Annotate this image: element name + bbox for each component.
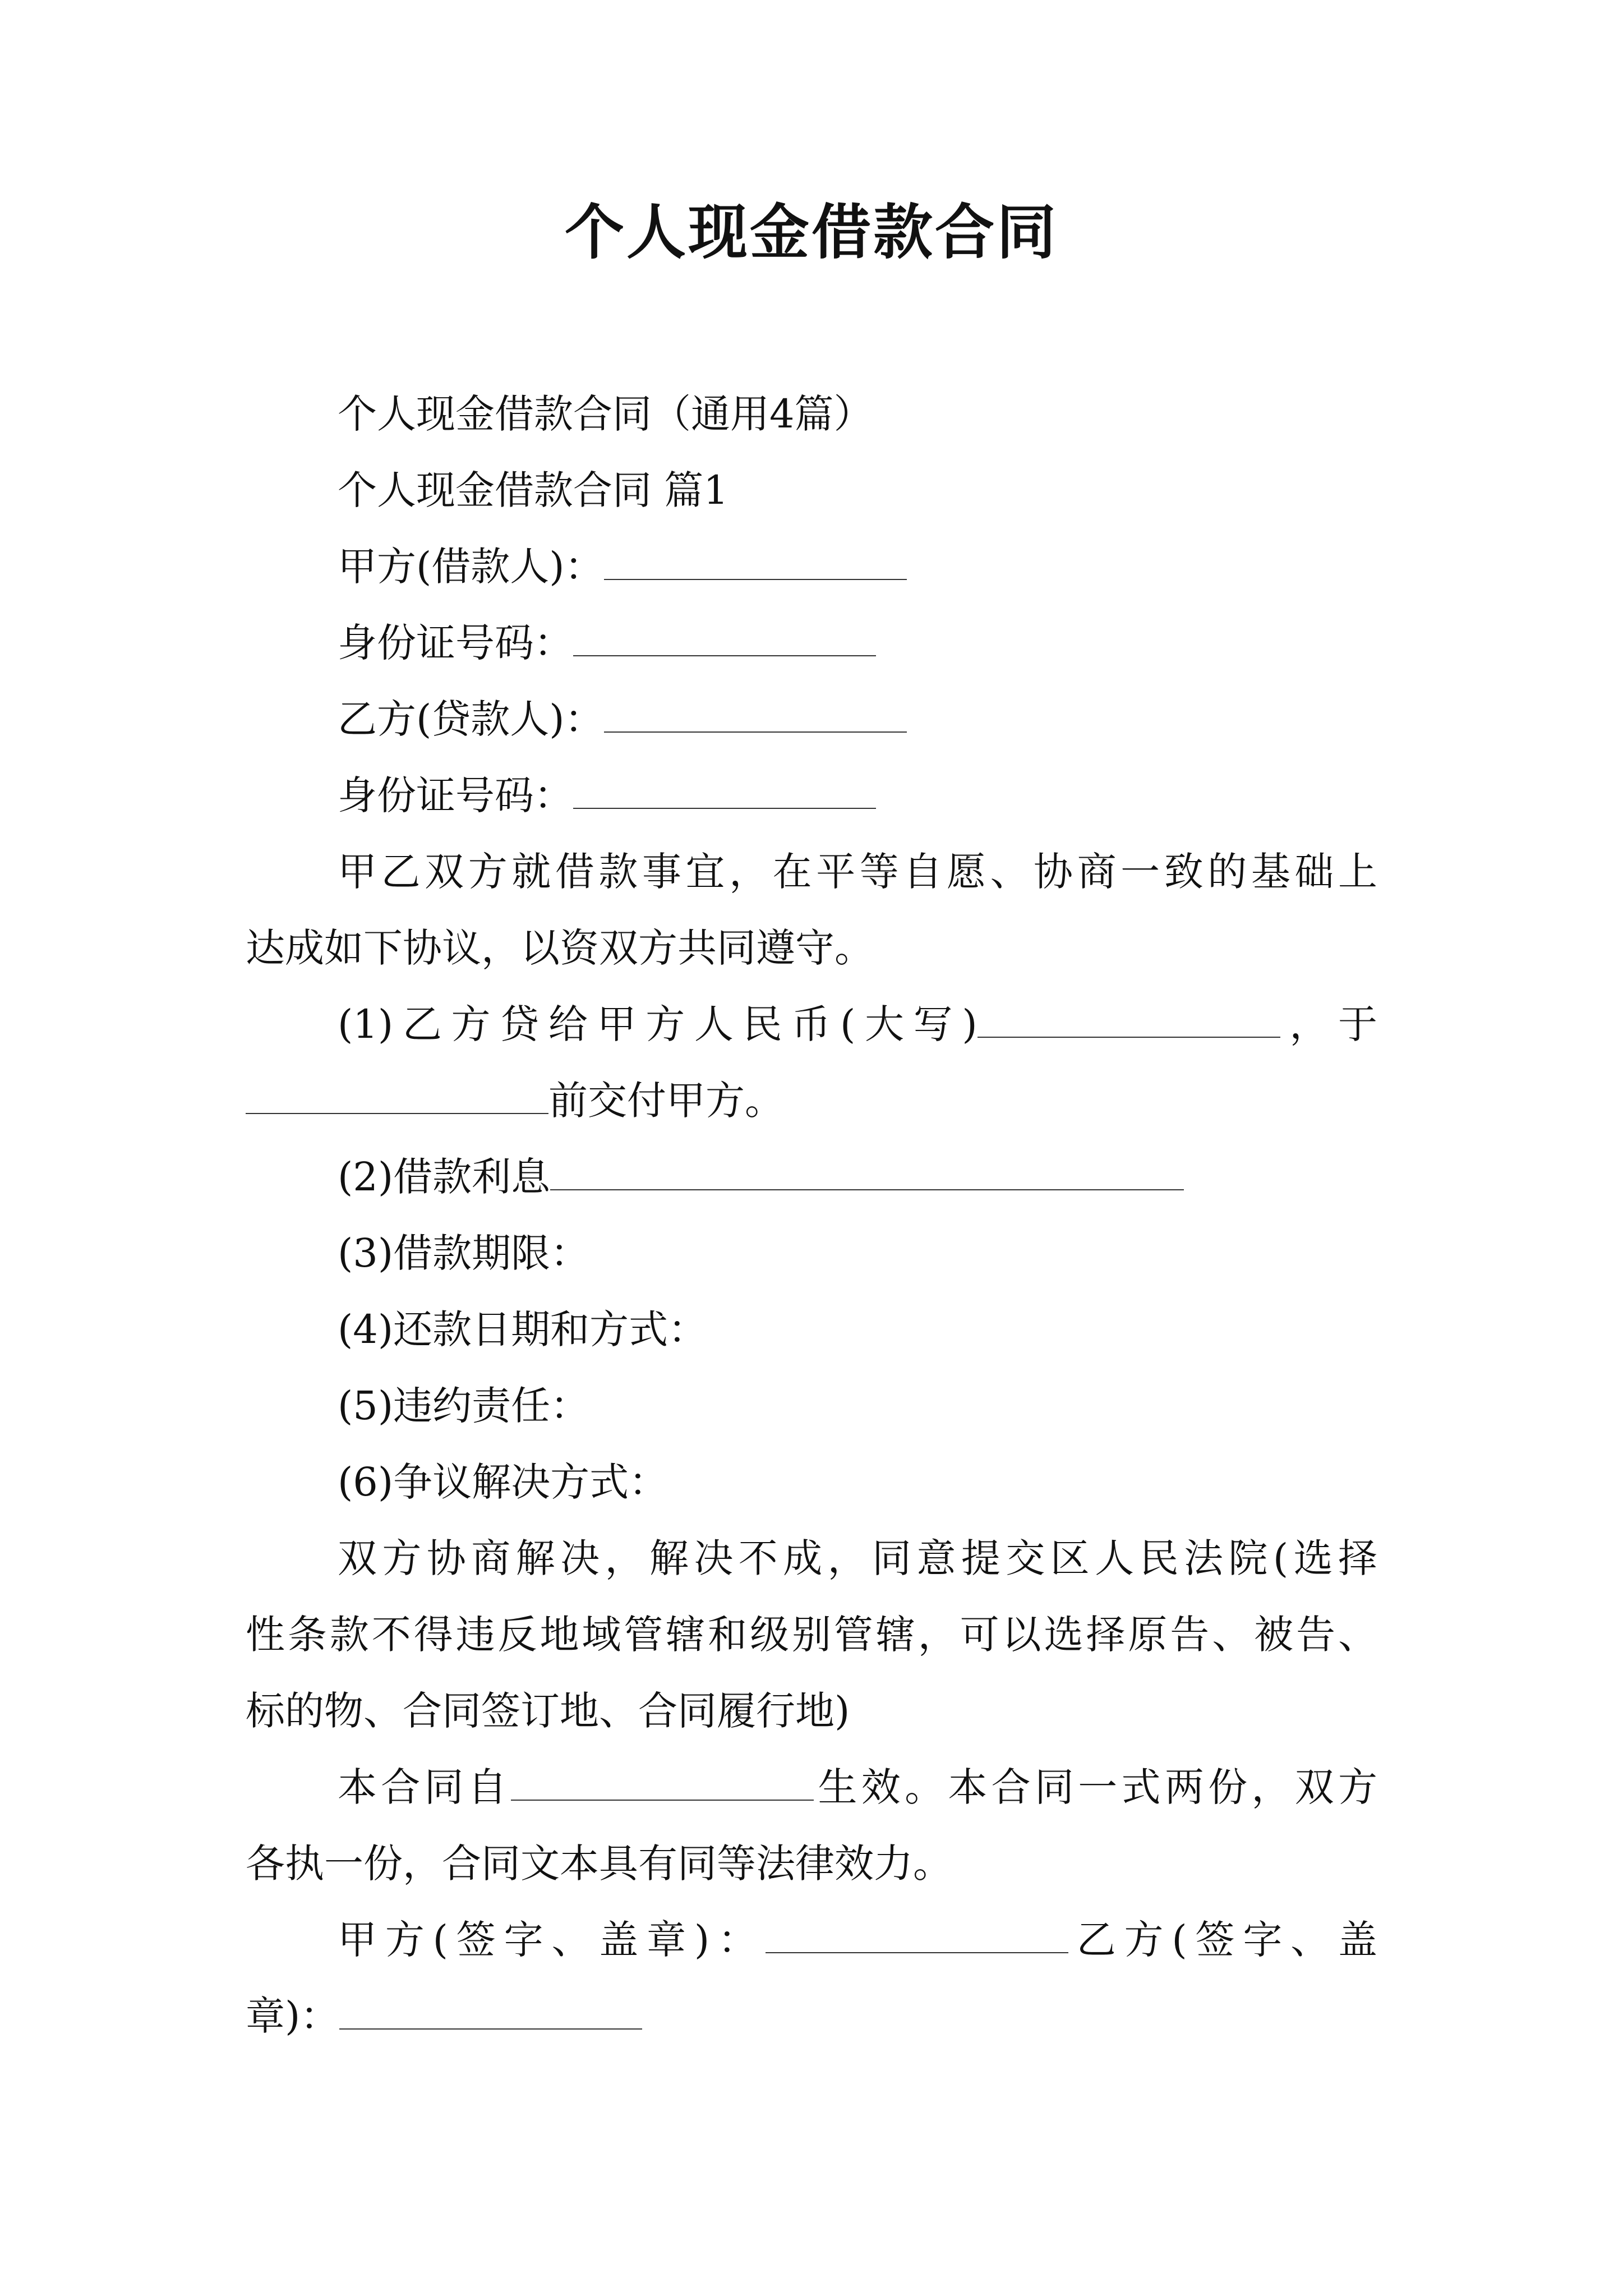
party-b-id-blank <box>573 776 876 809</box>
section-heading <box>246 452 1377 528</box>
dispute-line-3: 标的物、合同签订地、合同履行地) <box>246 1688 850 1734</box>
clause-1-delivery-text: 前交付甲方。 <box>548 1078 784 1124</box>
intro-line-2: 达成如下协议，以资双方共同遵守。 <box>246 925 874 971</box>
dispute-line-1: 双方协商解决，解决不成，同意提交区人民法院(选择 <box>338 1535 1377 1581</box>
party-a-id-blank <box>573 624 876 656</box>
party-a-name-blank <box>604 547 907 580</box>
section-heading-text: 个人现金借款合同 篇1 <box>338 467 728 513</box>
loan-amount-blank <box>978 1005 1280 1038</box>
party-a-label: 甲方(借款人)： <box>338 544 604 590</box>
delivery-date-blank <box>246 1082 548 1114</box>
subtitle-text: 个人现金借款合同（通用4篇） <box>338 391 873 437</box>
effect-line-2: 各执一份，合同文本具有同等法律效力。 <box>246 1841 952 1887</box>
contract-body <box>246 376 1377 2054</box>
effect-text-start: 本合同自 <box>338 1764 511 1810</box>
intro-line-1: 甲乙双方就借款事宜，在平等自愿、协商一致的基础上 <box>338 849 1377 895</box>
party-b-name-blank <box>604 700 907 733</box>
interest-blank <box>550 1158 1184 1190</box>
clause-1-line-2 <box>246 1062 1377 1139</box>
signature-line-2 <box>246 1978 1377 2054</box>
party-b-label: 乙方(贷款人)： <box>338 696 604 742</box>
sign-a-label: 甲方(签字、盖章)： <box>338 1917 766 1963</box>
sign-a-blank <box>766 1921 1068 1953</box>
clause-5: (5)违约责任： <box>338 1383 590 1429</box>
party-b-row <box>246 681 1377 757</box>
clause-1-text: (1)乙方贷给甲方人民币(大写) <box>338 1001 978 1047</box>
clause-3: (3)借款期限： <box>338 1230 590 1276</box>
sign-b-blank <box>339 1997 642 2030</box>
clause-2 <box>246 1139 1377 1215</box>
subtitle <box>246 376 1377 452</box>
effect-line-1 <box>246 1749 1377 1825</box>
sign-b-label-part-1: 乙方(签字、盖 <box>1068 1917 1377 1963</box>
party-b-id-row <box>246 757 1377 834</box>
party-a-row <box>246 528 1377 605</box>
dispute-line-2: 性条款不得违反地域管辖和级别管辖，可以选择原告、被告、 <box>246 1612 1377 1658</box>
party-a-id-label: 身份证号码： <box>338 620 573 666</box>
clause-2-text: (2)借款利息 <box>338 1154 551 1200</box>
clause-1-line-1 <box>246 986 1377 1062</box>
party-b-id-label: 身份证号码： <box>338 772 573 818</box>
effective-date-blank <box>511 1768 814 1801</box>
document-title: 个人现金借款合同 <box>565 198 1058 267</box>
signature-line-1 <box>246 1902 1377 1978</box>
clause-6: (6)争议解决方式： <box>338 1459 668 1505</box>
sign-b-label-part-2: 章)： <box>246 1993 340 2039</box>
clause-1-comma: ，于 <box>1280 1001 1378 1047</box>
clause-4: (4)还款日期和方式： <box>338 1306 708 1352</box>
party-a-id-row <box>246 605 1377 681</box>
effect-text-end: 生效。本合同一式两份，双方 <box>814 1764 1378 1810</box>
